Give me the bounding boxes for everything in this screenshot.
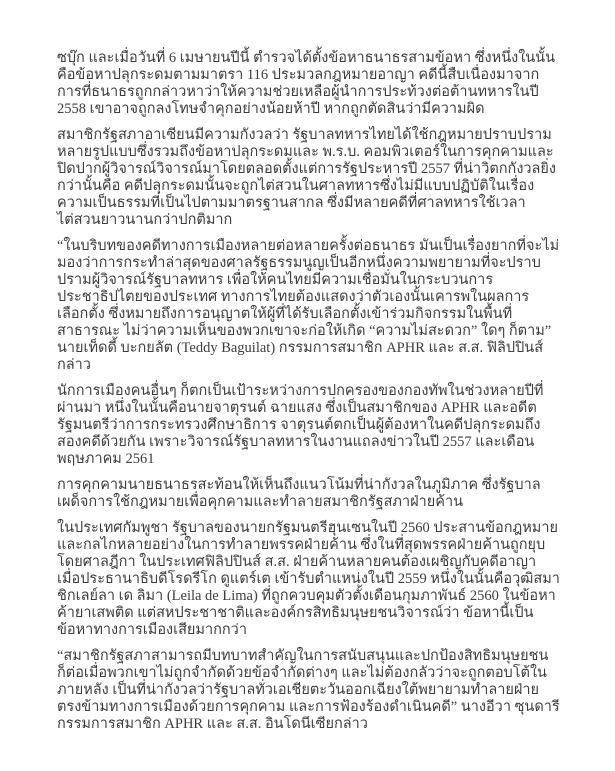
paragraph-6: ในประเทศกัมพูชา รัฐบาลของนายกรัฐมนตรีฮุนเซนในปี 2560 ประสานข้อกฎหมายและกลไกหลายอย่างในการทำลายพรรคฝ่ายค้าน ซึ่งในที่สุดพรรคฝ่ายค้านถูกยุบโดยศาลฎีกา ในประเทศฟิลิปปินส์ ส.ส. ฝ่ายค้านหลายคนต้องเผชิญกับคดีอาญา เมื่อประธานาธิบดีโรดรีโก ดูแตร์เต เข้ารับตำแหน่งในปี 2559 หนึ่งในนั้นคือวุฒิสมาชิกเลย์ลา เด ลิมา (Leila de Lima) ที่ถูกควบคุมตัวตั้งเดือนกุมภาพันธ์ 2560 ในข้อหาค้ายาเสพติด แต่สหประชาชาติและองค์กรสิทธิมนุษยชนวิจารณ์ว่า ข้อหานี้เป็นข้อหาทางการเมืองเสียมากกว่า: [57, 520, 560, 638]
article-body: [57, 50, 560, 733]
paragraph-5: การคุกคามนายธนาธรสะท้อนให้เห็นถึงแนวโน้มที่น่ากังวลในภูมิภาค ซึ่งรัฐบาลเผด็จการใช้กฎหมายเพื่อคุกคามและทำลายสมาชิกรัฐสภาฝ่ายค้าน: [57, 477, 541, 510]
paragraph-1: ซบุ๊ก และเมื่อวันที่ 6 เมษายนปีนี้ ตำรวจได้ตั้งข้อหาธนาธรสามข้อหา ซึ่งหนึ่งในนั้นคือข้อหาปลุกระดมตามมาตรา 116 ประมวลกฎหมายอาญา คดีนี้สืบเนื่องมาจากการที่ธนาธรถูกกล่าวหาว่าให้ความช่วยเหลือผู้นำการประท้วงต่อต้านทหารในปี 2558 เขาอาจถูกลงโทษจำคุกอย่างน้อยห้าปี หากถูกตัดสินว่ามีความผิด: [57, 50, 556, 117]
paragraph-7-quote-eva-sundari: “สมาชิกรัฐสภาสามารถมีบทบาทสำคัญในการสนับสนุนและปกป้องสิทธิมนุษยชน ก็ต่อเมื่อพวกเขาไม่ถูกจำกัดด้วยข้อจำกัดต่างๆ และไม่ต้องกลัวว่าจะถูกตอบโต้ในภายหลัง เป็นที่น่ากังวลว่ารัฐบาลทั่วเอเชียตะวันออกเฉียงใต้พยายามทำลายฝ่ายตรงข้ามทางการเมืองด้วยการคุกคาม และการฟ้องร้องดำเนินคดี” นางอีวา ซุนดารี กรรมการสมาชิก APHR และ ส.ส. อินโดนีเซียกล่าว: [57, 648, 560, 732]
paragraph-2: สมาชิกรัฐสภาอาเซียนมีความกังวลว่า รัฐบาลทหารไทยได้ใช้กฎหมายปราบปรามหลายรูปแบบซึ่งรวมถึงข้อหาปลุกระดมและ พ.ร.บ. คอมพิวเตอร์ในการคุกคามและปิดปากผู้วิจารณ์วิจารณ์มาโดยตลอดตั้งแต่การรัฐประหารปี 2557 ที่น่าวิตกกังวลยิ่งกว่านั้นคือ คดีปลุกระดมนั้นจะถูกไต่สวนในศาลทหารซึ่งไม่มีแบบปฏิบัติในเรื่องความเป็นธรรมที่เป็นไปตามมาตรฐานสากล ซึ่งมีหลายคดีที่ศาลทหารใช้เวลาไต่สวนยาวนานกว่าปกติมาก: [57, 127, 557, 228]
paragraph-3-quote-teddy-baguilat: “ในบริบทของคดีทางการเมืองหลายต่อหลายครั้งต่อธนาธร มันเป็นเรื่องยากที่จะไม่มองว่าการกระทำล่าสุดของศาลรัฐธรรมนูญเป็นอีกหนึ่งความพยายามที่จะปราบปรามผู้วิจารณ์รัฐบาลทหาร เพื่อให้คนไทยมีความเชื่อมั่นในกระบวนการประชาธิปไตยของประเทศ ทางการไทยต้องแสดงว่าตัวเองนั้นเคารพในผลการเลือกตั้ง ซึ่งหมายถึงการอนุญาตให้ผู้ที่ได้รับเลือกตั้งเข้าร่วมกิจกรรมในพื้นที่สาธารณะ ไม่ว่าความเห็นของพวกเขาจะก่อให้เกิด “ความไม่สะดวก” ใดๆ ก็ตาม” นายเท็ดดี้ บะกยลัต (Teddy Baguilat) กรรมการสมาชิก APHR และ ส.ส. ฟิลิปปินส์กล่าว: [57, 238, 560, 373]
paragraph-4: นักการเมืองคนอื่นๆ ก็ตกเป็นเป้าระหว่างการปกครองของกองทัพในช่วงหลายปีที่ผ่านมา หนึ่งในนั้นคือนายจาตุรนต์ ฉายแสง ซึ่งเป็นสมาชิกของ APHR และอดีตรัฐมนตรีว่าการกระทรวงศึกษาธิการ จาตุรนต์ตกเป็นผู้ต้องหาในคดีปลุกระดมถึงสองคดีด้วยกัน เพราะวิจารณ์รัฐบาลทหารในงานแถลงข่าวในปี 2557 และเดือนพฤษภาคม 2561: [57, 383, 544, 467]
